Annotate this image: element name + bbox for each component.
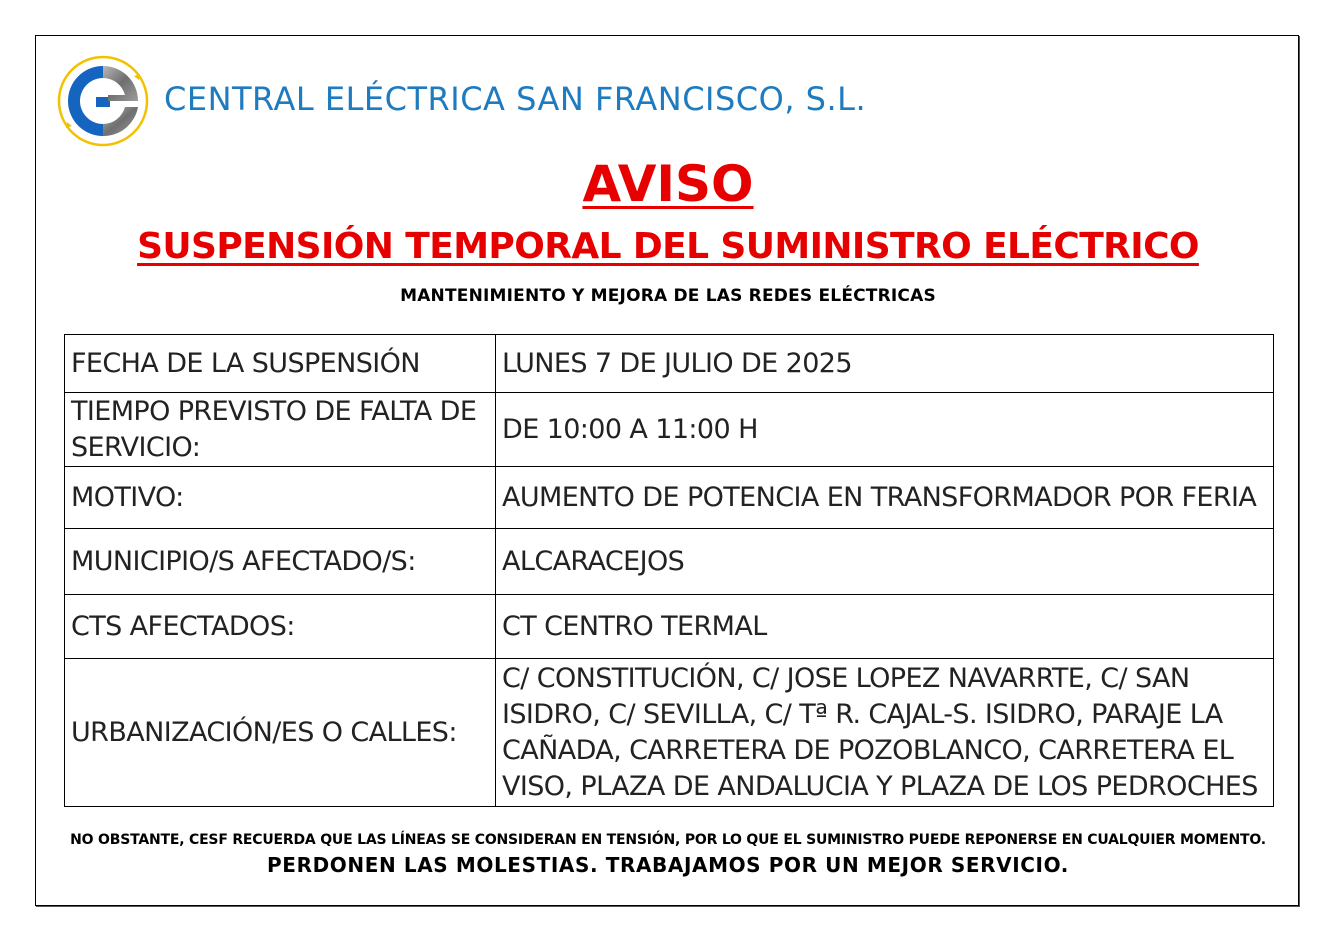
tension-note: NO OBSTANTE, CESF RECUERDA QUE LAS LÍNEAS SE CONSIDERAN EN TENSIÓN, POR LO QUE EL SUMINISTRO PUEDE REPONERSE EN CUALQUIER MOMENTO. (70, 832, 1266, 848)
table-row (65, 529, 1274, 595)
row-value: DE 10:00 A 11:00 H (496, 393, 1274, 467)
row-value: AUMENTO DE POTENCIA EN TRANSFORMADOR POR FERIA (496, 467, 1274, 529)
cesf-logo-icon (56, 54, 150, 148)
notice-title (0, 155, 1336, 213)
company-name: CENTRAL ELÉCTRICA SAN FRANCISCO, S.L. (164, 80, 867, 118)
table-row (65, 467, 1274, 529)
notice-subtitle (0, 226, 1336, 267)
table-row (65, 659, 1274, 807)
row-value: LUNES 7 DE JULIO DE 2025 (496, 335, 1274, 393)
table-row (65, 595, 1274, 659)
row-value: C/ CONSTITUCIÓN, C/ JOSE LOPEZ NAVARRTE, C/ SAN ISIDRO, C/ SEVILLA, C/ Tª R. CAJAL-S. ISIDRO, PARAJE LA CAÑADA, CARRETERA DE POZOBLANCO, CARRETERA EL VISO, PLAZA DE ANDALUCIA Y PLAZA DE LOS PEDROCHES (496, 659, 1274, 807)
row-label: TIEMPO PREVISTO DE FALTA DE SERVICIO: (65, 393, 496, 467)
table-row (65, 393, 1274, 467)
row-value: CT CENTRO TERMAL (496, 595, 1274, 659)
notice-title-text: AVISO (582, 155, 754, 213)
row-label: MUNICIPIO/S AFECTADO/S: (65, 529, 496, 595)
notice-subtitle-text: SUSPENSIÓN TEMPORAL DEL SUMINISTRO ELÉCTRICO (137, 226, 1199, 267)
details-table (64, 334, 1274, 807)
closing-message: PERDONEN LAS MOLESTIAS. TRABAJAMOS POR UN MEJOR SERVICIO. (267, 853, 1069, 877)
row-value: ALCARACEJOS (496, 529, 1274, 595)
row-label: FECHA DE LA SUSPENSIÓN (65, 335, 496, 393)
table-row (65, 335, 1274, 393)
row-label: URBANIZACIÓN/ES O CALLES: (65, 659, 496, 807)
row-label: CTS AFECTADOS: (65, 595, 496, 659)
reason-line: MANTENIMIENTO Y MEJORA DE LAS REDES ELÉCTRICAS (400, 286, 936, 306)
row-label: MOTIVO: (65, 467, 496, 529)
